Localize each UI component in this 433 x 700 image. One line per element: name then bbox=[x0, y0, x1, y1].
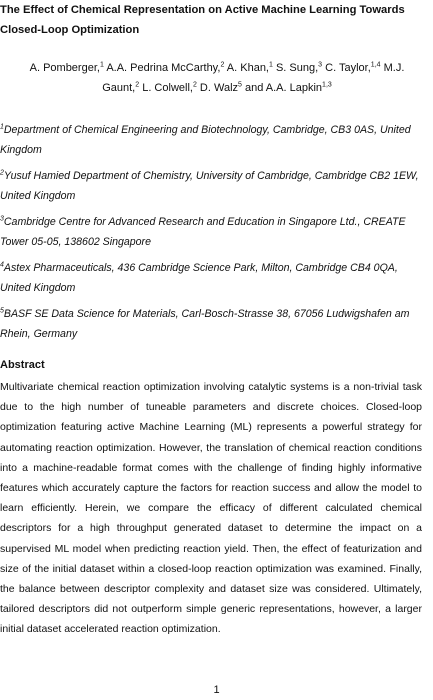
author-affiliation-mark: 1,4 bbox=[370, 61, 381, 69]
affiliation-text: Department of Chemical Engineering and Biotechnology, Cambridge, CB3 0AS, United Kingdom bbox=[0, 124, 411, 156]
author bbox=[142, 82, 197, 94]
affiliation-number: 4 bbox=[0, 261, 4, 269]
author-name: and A.A. Lapkin bbox=[244, 82, 323, 94]
affiliation-list bbox=[0, 120, 426, 350]
author bbox=[245, 82, 332, 94]
author-name: C. Taylor, bbox=[325, 62, 371, 74]
affiliation bbox=[0, 120, 426, 160]
affiliation-text: BASF SE Data Science for Materials, Carl-Bosch-Strasse 38, 67056 Ludwigshafen am Rhein, Germany bbox=[0, 308, 410, 340]
affiliation-number: 5 bbox=[0, 307, 4, 315]
author bbox=[200, 82, 242, 94]
author-name: M.J. Gaunt, bbox=[102, 62, 405, 94]
author-list bbox=[16, 58, 418, 98]
affiliation bbox=[0, 166, 426, 206]
paper-title: The Effect of Chemical Representation on Active Machine Learning Towards Closed-Loop Optimization bbox=[0, 4, 405, 36]
author-affiliation-mark: 2 bbox=[135, 81, 140, 89]
affiliation-number: 1 bbox=[0, 123, 4, 131]
author-affiliation-mark: 1 bbox=[269, 61, 273, 69]
author bbox=[30, 62, 104, 74]
affiliation-text: Yusuf Hamied Department of Chemistry, University of Cambridge, Cambridge CB2 1EW, United Kingdom bbox=[0, 170, 419, 202]
author-affiliation-mark: 2 bbox=[192, 81, 197, 89]
abstract-heading: Abstract bbox=[0, 359, 45, 371]
author-name: A. Khan, bbox=[226, 62, 269, 74]
abstract-body: Multivariate chemical reaction optimization involving catalytic systems is a non-trivial task due to the high number of tuneable parameters and discrete choices. Closed-loop optimization featuring active Machine Learning (ML) represents a powerful strategy for automating reaction optimization. However, the translation of chemical reaction conditions into a machine-readable format comes with the challenge of finding highly informative features which accurately capture the factors for reaction success and allow the model to learn efficiently. Herein, we compare the efficacy of different calculated chemical descriptors for a high throughput generated dataset to determine the impact on a supervised ML model when predicting reaction yield. Then, the effect of featurization and size of the initial dataset within a closed-loop reaction optimization was examined. Finally, the balance between descriptor complexity and dataset size was considered. Ultimately, tailored descriptors did not outperform simple generic representations, however, a larger initial dataset accelerated reaction optimization. bbox=[0, 381, 422, 636]
author bbox=[106, 62, 224, 74]
author bbox=[276, 62, 322, 74]
author-name: A. Pomberger, bbox=[29, 62, 100, 74]
affiliation-text: Astex Pharmaceuticals, 436 Cambridge Science Park, Milton, Cambridge CB4 0QA, United Kingdom bbox=[0, 262, 398, 294]
author-name: L. Colwell, bbox=[142, 82, 193, 94]
author bbox=[227, 62, 273, 74]
author-name: A.A. Pedrina McCarthy, bbox=[106, 62, 221, 74]
author-name: D. Walz bbox=[199, 82, 239, 94]
author-affiliation-mark: 1 bbox=[99, 61, 104, 69]
author bbox=[325, 62, 380, 74]
affiliation-text: Cambridge Centre for Advanced Research and Education in Singapore Ltd., CREATE Tower 05-05, 138602 Singapore bbox=[0, 216, 406, 248]
author-name: S. Sung, bbox=[275, 62, 319, 74]
page-number: 1 bbox=[213, 684, 220, 696]
affiliation-number: 3 bbox=[0, 215, 4, 223]
affiliation bbox=[0, 304, 426, 344]
affiliation bbox=[0, 212, 426, 252]
author-affiliation-mark: 1,3 bbox=[322, 81, 332, 89]
affiliation bbox=[0, 258, 426, 298]
author-affiliation-mark: 3 bbox=[318, 61, 323, 69]
affiliation-number: 2 bbox=[0, 169, 4, 177]
author-affiliation-mark: 2 bbox=[220, 61, 225, 69]
author-affiliation-mark: 5 bbox=[238, 81, 242, 89]
